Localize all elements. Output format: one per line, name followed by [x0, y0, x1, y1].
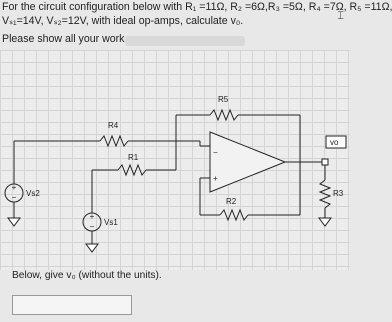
question-line-2: Vₛ₁=14V, Vₛ₂=12V, with ideal op-amps, calculate v₀.	[2, 15, 244, 27]
question-text	[2, 0, 392, 28]
r5-resistor	[210, 110, 238, 120]
r4-resistor	[100, 136, 128, 146]
vs1-label: Vs1	[104, 218, 118, 227]
opamp-minus: −	[213, 148, 218, 157]
r3-resistor	[320, 180, 330, 208]
r5-label: R5	[218, 95, 229, 104]
work-hint: Please show all your work	[2, 33, 125, 45]
vo-label: vo	[330, 138, 339, 147]
vs2-label: Vs2	[26, 189, 40, 198]
cursor-icon: ⌶	[337, 10, 344, 22]
vs1-plus: +	[89, 212, 95, 221]
question-line-1: For the circuit configuration below with R₁ =11Ω, R₂ =6Ω,R₃ =5Ω, R₄ =7Ω, R₅ =11Ω,	[2, 1, 392, 13]
r2-resistor	[220, 210, 248, 220]
opamp-plus: +	[213, 174, 218, 183]
r1-label: R1	[128, 153, 139, 162]
circuit-diagram	[0, 50, 350, 270]
answer-prompt: Below, give v₀ (without the units).	[12, 270, 162, 281]
r2-label: R2	[226, 197, 237, 206]
blurred-text	[125, 36, 245, 46]
vs2-plus: +	[11, 183, 17, 192]
op-amp	[210, 132, 285, 192]
r3-label: R3	[333, 189, 344, 198]
r1-resistor	[118, 165, 146, 175]
vs1-minus: −	[89, 222, 95, 231]
circuit-svg	[0, 50, 350, 270]
vs2-minus: −	[11, 193, 17, 202]
answer-input[interactable]	[12, 295, 132, 315]
r4-label: R4	[108, 121, 119, 130]
